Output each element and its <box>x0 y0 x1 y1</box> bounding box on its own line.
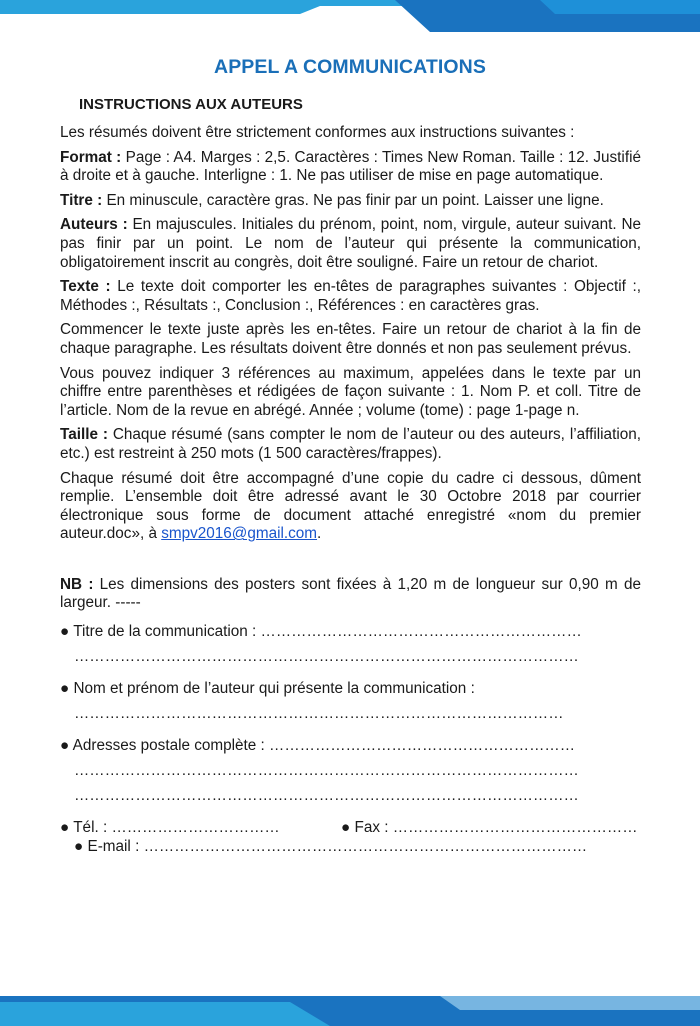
form-tel-field: ● Tél. : …………………………… <box>60 819 280 837</box>
form-nom-field: ● Nom et prénom de l’auteur qui présente la communication : …………………………………………………………………………………… <box>60 680 564 722</box>
form-fax-field: ● Fax : ………………………………………… <box>341 819 638 837</box>
texte-label: Texte : <box>60 278 111 296</box>
section-subtitle: INSTRUCTIONS AUX AUTEURS <box>79 96 303 113</box>
form-contact-fields <box>60 819 641 856</box>
form-email-field: ● E-mail : …………………………………………………………………………… <box>74 837 588 855</box>
commencer-paragraph: Commencer le texte juste après les en-têtes. Faire un retour de chariot à la fin de chaque paragraphe. Les résultats doivent être donnés et non pas seulement prévus. <box>60 321 641 357</box>
submission-form <box>60 623 641 856</box>
submission-paragraph: Chaque résumé doit être accompagné d’une copie du cadre ci dessous, dûment remplie. L’ensemble doit être adressé avant le 30 Octobre 2018 par courrier électronique sous forme de document attaché enregistré «nom du premier auteur.doc», à smpv2016@gmail.com. <box>60 469 641 543</box>
nb-paragraph: NB : Les dimensions des posters sont fixées à 1,20 m de longueur sur 0,90 m de largeur. ----- <box>60 575 641 612</box>
titre-label: Titre : <box>60 191 103 209</box>
titre-paragraph: Titre : En minuscule, caractère gras. Ne pas finir par un point. Laisser une ligne. <box>60 191 604 209</box>
auteurs-paragraph: Auteurs : En majuscules. Initiales du prénom, point, nom, virgule, auteur suivant. Ne pas finir par un point. Le nom de l’auteur qui présente la communication, obligatoirement inscrit au congrès, doit être souligné. Faire un retour de chariot. <box>60 216 642 271</box>
taille-paragraph: Taille : Chaque résumé (sans compter le nom de l’auteur ou des auteurs, l’affiliation, etc.) est restreint à 250 mots (1 500 caractères/frappes). <box>60 426 641 462</box>
texte-paragraph: Texte : Le texte doit comporter les en-têtes de paragraphes suivantes : Objectif :, Méthodes :, Résultats :, Conclusion :, Références : en caractères gras. <box>60 278 642 314</box>
taille-label: Taille : <box>60 426 108 444</box>
top-decorative-band <box>0 0 700 32</box>
form-adresse-field: ● Adresses postale complète : …………………………………………………… ……………………………………………………………………………………… ……………………………………………………………………………………… <box>60 737 579 804</box>
format-paragraph: Format : Page : A4. Marges : 2,5. Caractères : Times New Roman. Taille : 12. Justifié à droite et à gauche. Interligne : 1. Ne pas utiliser de mise en page automatique. <box>60 148 641 185</box>
email-link[interactable]: smpv2016@gmail.com <box>161 525 318 543</box>
nb-label: NB : <box>60 575 94 593</box>
intro-paragraph: Les résumés doivent être strictement conformes aux instructions suivantes : <box>60 124 575 141</box>
page-title: APPEL A COMMUNICATIONS <box>214 56 486 78</box>
auteurs-label: Auteurs : <box>60 216 128 234</box>
document-body <box>60 124 641 870</box>
references-paragraph: Vous pouvez indiquer 3 références au maximum, appelées dans le texte par un chiffre entre parenthèses et rédigées de façon suivante : 1. Nom P. et coll. Titre de l’article. Nom de la revue en abrégé. Année ; volume (tome) : page 1-page n. <box>60 364 641 419</box>
format-label: Format : <box>60 148 122 166</box>
bottom-decorative-band <box>0 980 700 1026</box>
form-titre-field: ● Titre de la communication : ……………………………………………………… ……………………………………………………………………………………… <box>60 623 582 665</box>
